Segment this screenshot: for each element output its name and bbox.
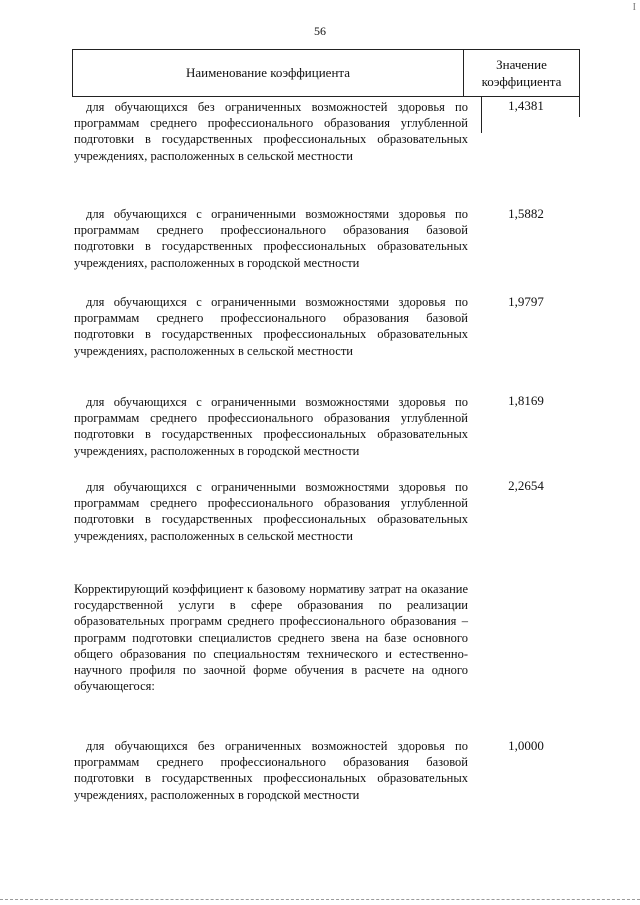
table-header: [72, 49, 580, 97]
table-row: [74, 206, 468, 271]
header-value-line1: Значение: [496, 57, 547, 72]
page-number: 56: [314, 24, 326, 38]
page-bottom-rule: [0, 899, 640, 900]
coefficient-name: для обучающихся без ограниченных возможностей здоровья по программам среднего профессионального образования базовой подготовки в государственных профессиональных образовательных учреждениях, расположенных в городской местности: [74, 739, 468, 802]
header-name-column: Наименование коэффициента: [185, 65, 351, 80]
table-row: [74, 479, 468, 544]
coefficient-value: 1,4381: [508, 98, 544, 113]
table-row: [74, 394, 468, 459]
header-value-line2: коэффициента: [481, 74, 562, 89]
coefficient-name: для обучающихся с ограниченными возможностями здоровья по программам среднего профессионального образования углубленной подготовки в государственных профессиональных образовательных учреждениях, расположенных в сельской местности: [74, 480, 468, 543]
table-row: [74, 738, 468, 803]
coefficient-name: для обучающихся без ограниченных возможностей здоровья по программам среднего профессионального образования углубленной подготовки в государственных профессиональных образовательных учреждениях, расположенных в сельской местности: [74, 100, 468, 163]
coefficient-value: 1,9797: [508, 294, 544, 309]
table-outer-rule: [579, 97, 580, 117]
coefficient-value: 1,5882: [508, 206, 544, 221]
table-row: [74, 99, 468, 164]
table-row: [74, 581, 468, 694]
coefficient-name: для обучающихся с ограниченными возможностями здоровья по программам среднего профессионального образования углубленной подготовки в государственных профессиональных образовательных учреждениях, расположенных в городской местности: [74, 395, 468, 458]
corner-mark: I: [632, 2, 636, 13]
table-row: [74, 294, 468, 359]
coefficient-value: 1,8169: [508, 393, 544, 408]
coefficient-value: 2,2654: [508, 478, 544, 493]
table-inner-rule: [481, 97, 482, 133]
coefficient-value: 1,0000: [508, 738, 544, 753]
coefficient-name: для обучающихся с ограниченными возможностями здоровья по программам среднего профессионального образования базовой подготовки в государственных профессиональных образовательных учреждениях, расположенных в сельской местности: [74, 295, 468, 358]
header-value-column: [464, 50, 579, 96]
section-heading: Корректирующий коэффициент к базовому нормативу затрат на оказание государственной услуги в сфере образования по реализации образовательных программ среднего профессионального образования – программ подготовки специалистов среднего звена на базе основного общего образования по специальностям технического и естественно-научного профиля по заочной форме обучения в расчете на одного обучающегося:: [74, 582, 468, 694]
coefficient-name: для обучающихся с ограниченными возможностями здоровья по программам среднего профессионального образования базовой подготовки в государственных профессиональных образовательных учреждениях, расположенных в городской местности: [74, 207, 468, 270]
